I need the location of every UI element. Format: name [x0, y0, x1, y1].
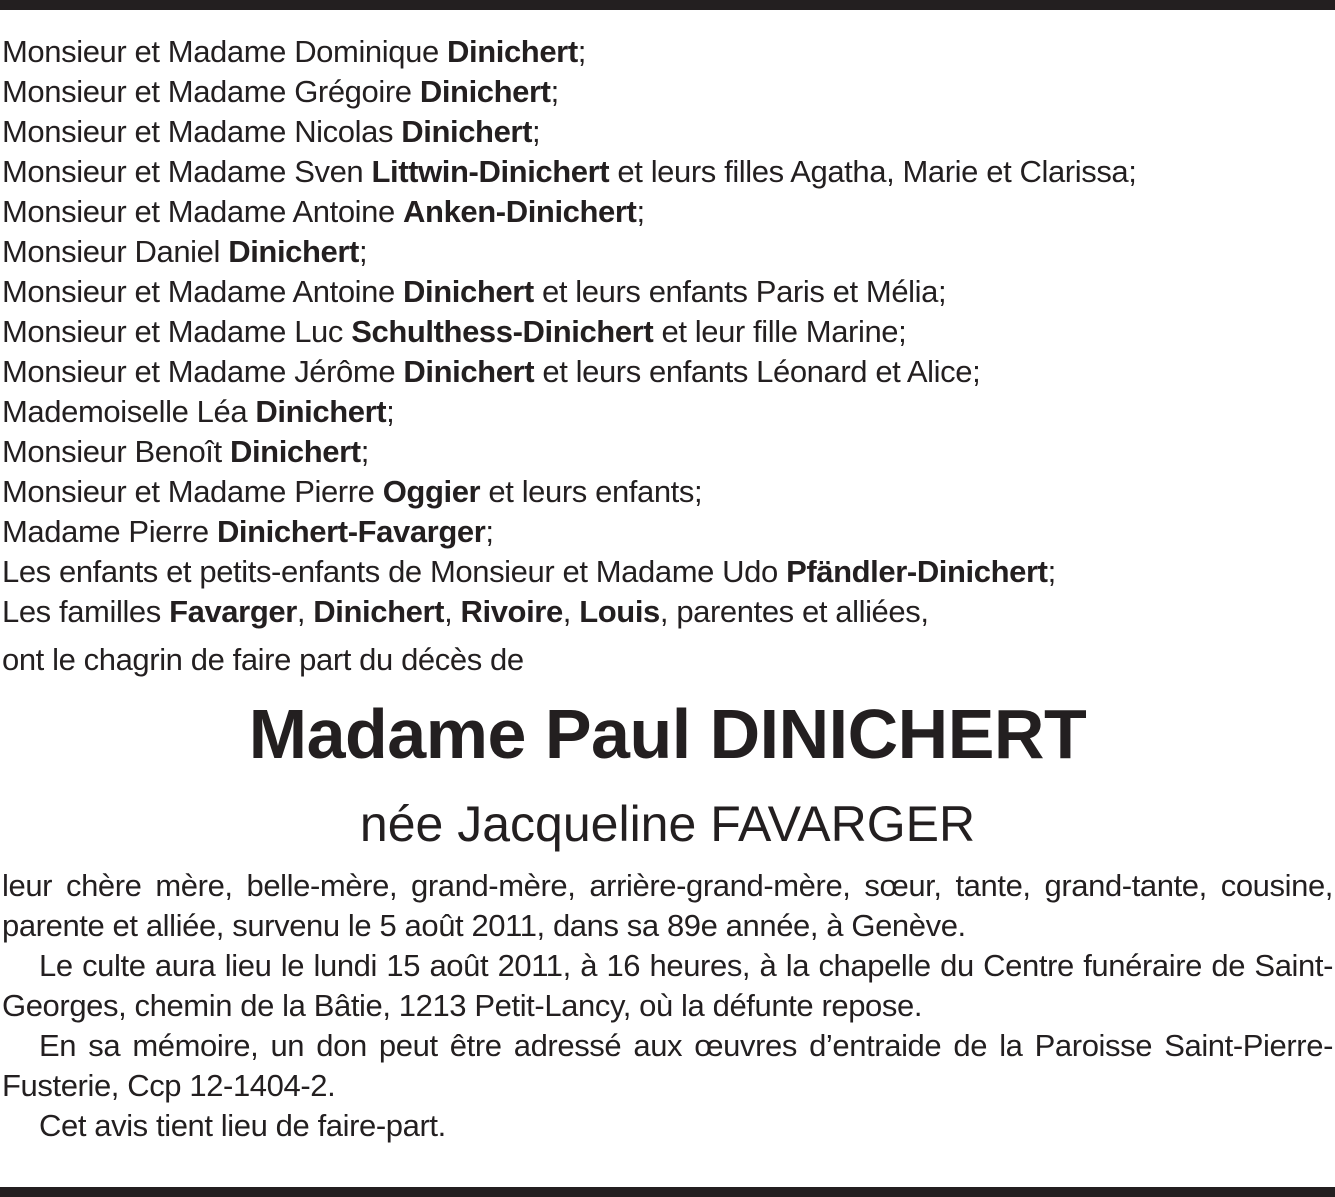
family-line: Monsieur et Madame Nicolas Dinichert; — [2, 114, 541, 149]
deceased-name: Madame Paul DINICHERT — [248, 695, 1087, 773]
family-line: Monsieur et Madame Pierre Oggier et leurs enfants; — [2, 474, 703, 509]
paragraph-donation: En sa mémoire, un don peut être adressé aux œuvres d’entraide de la Paroisse Saint-Pierre-Fusterie, Ccp 12-1404-2. — [2, 1028, 1333, 1103]
family-line: Madame Pierre Dinichert-Favarger; — [2, 514, 494, 549]
family-line: Monsieur et Madame Luc Schulthess-Dinichert et leur fille Marine; — [2, 314, 907, 349]
paragraph-closing: Cet avis tient lieu de faire-part. — [39, 1108, 446, 1143]
family-line: Monsieur et Madame Dominique Dinichert; — [2, 34, 586, 69]
family-list — [2, 32, 1332, 632]
family-line: Monsieur et Madame Jérôme Dinichert et leurs enfants Léonard et Alice; — [2, 354, 981, 389]
paragraph-announcement: leur chère mère, belle-mère, grand-mère, arrière-grand-mère, sœur, tante, grand-tante, cousine, parente et alliée, survenu le 5 août 2011, dans sa 89e année, à Genève. — [2, 868, 1333, 943]
family-line: Monsieur et Madame Antoine Anken-Dinichert; — [2, 194, 645, 229]
family-line: Monsieur Daniel Dinichert; — [2, 234, 368, 269]
family-line-families: Les familles Favarger, Dinichert, Rivoire, Louis, parentes et alliées, — [2, 594, 929, 629]
family-line: Les enfants et petits-enfants de Monsieur et Madame Udo Pfändler-Dinichert; — [2, 554, 1056, 589]
family-line: Monsieur et Madame Antoine Dinichert et leurs enfants Paris et Mélia; — [2, 274, 947, 309]
family-line: Mademoiselle Léa Dinichert; — [2, 394, 395, 429]
family-line: Monsieur et Madame Sven Littwin-Dinichert et leurs filles Agatha, Marie et Clarissa; — [2, 154, 1137, 189]
maiden-name: née Jacqueline FAVARGER — [359, 796, 976, 852]
intro-text: ont le chagrin de faire part du décès de — [2, 642, 524, 677]
bottom-border-rule — [0, 1187, 1335, 1197]
family-line: Monsieur Benoît Dinichert; — [2, 434, 369, 469]
top-border-rule — [0, 0, 1335, 10]
notice-body — [2, 866, 1333, 1146]
paragraph-service: Le culte aura lieu le lundi 15 août 2011, à 16 heures, à la chapelle du Centre funéraire de Saint-Georges, chemin de la Bâtie, 1213 Petit-Lancy, où la défunte repose. — [2, 948, 1333, 1023]
family-line: Monsieur et Madame Grégoire Dinichert; — [2, 74, 559, 109]
